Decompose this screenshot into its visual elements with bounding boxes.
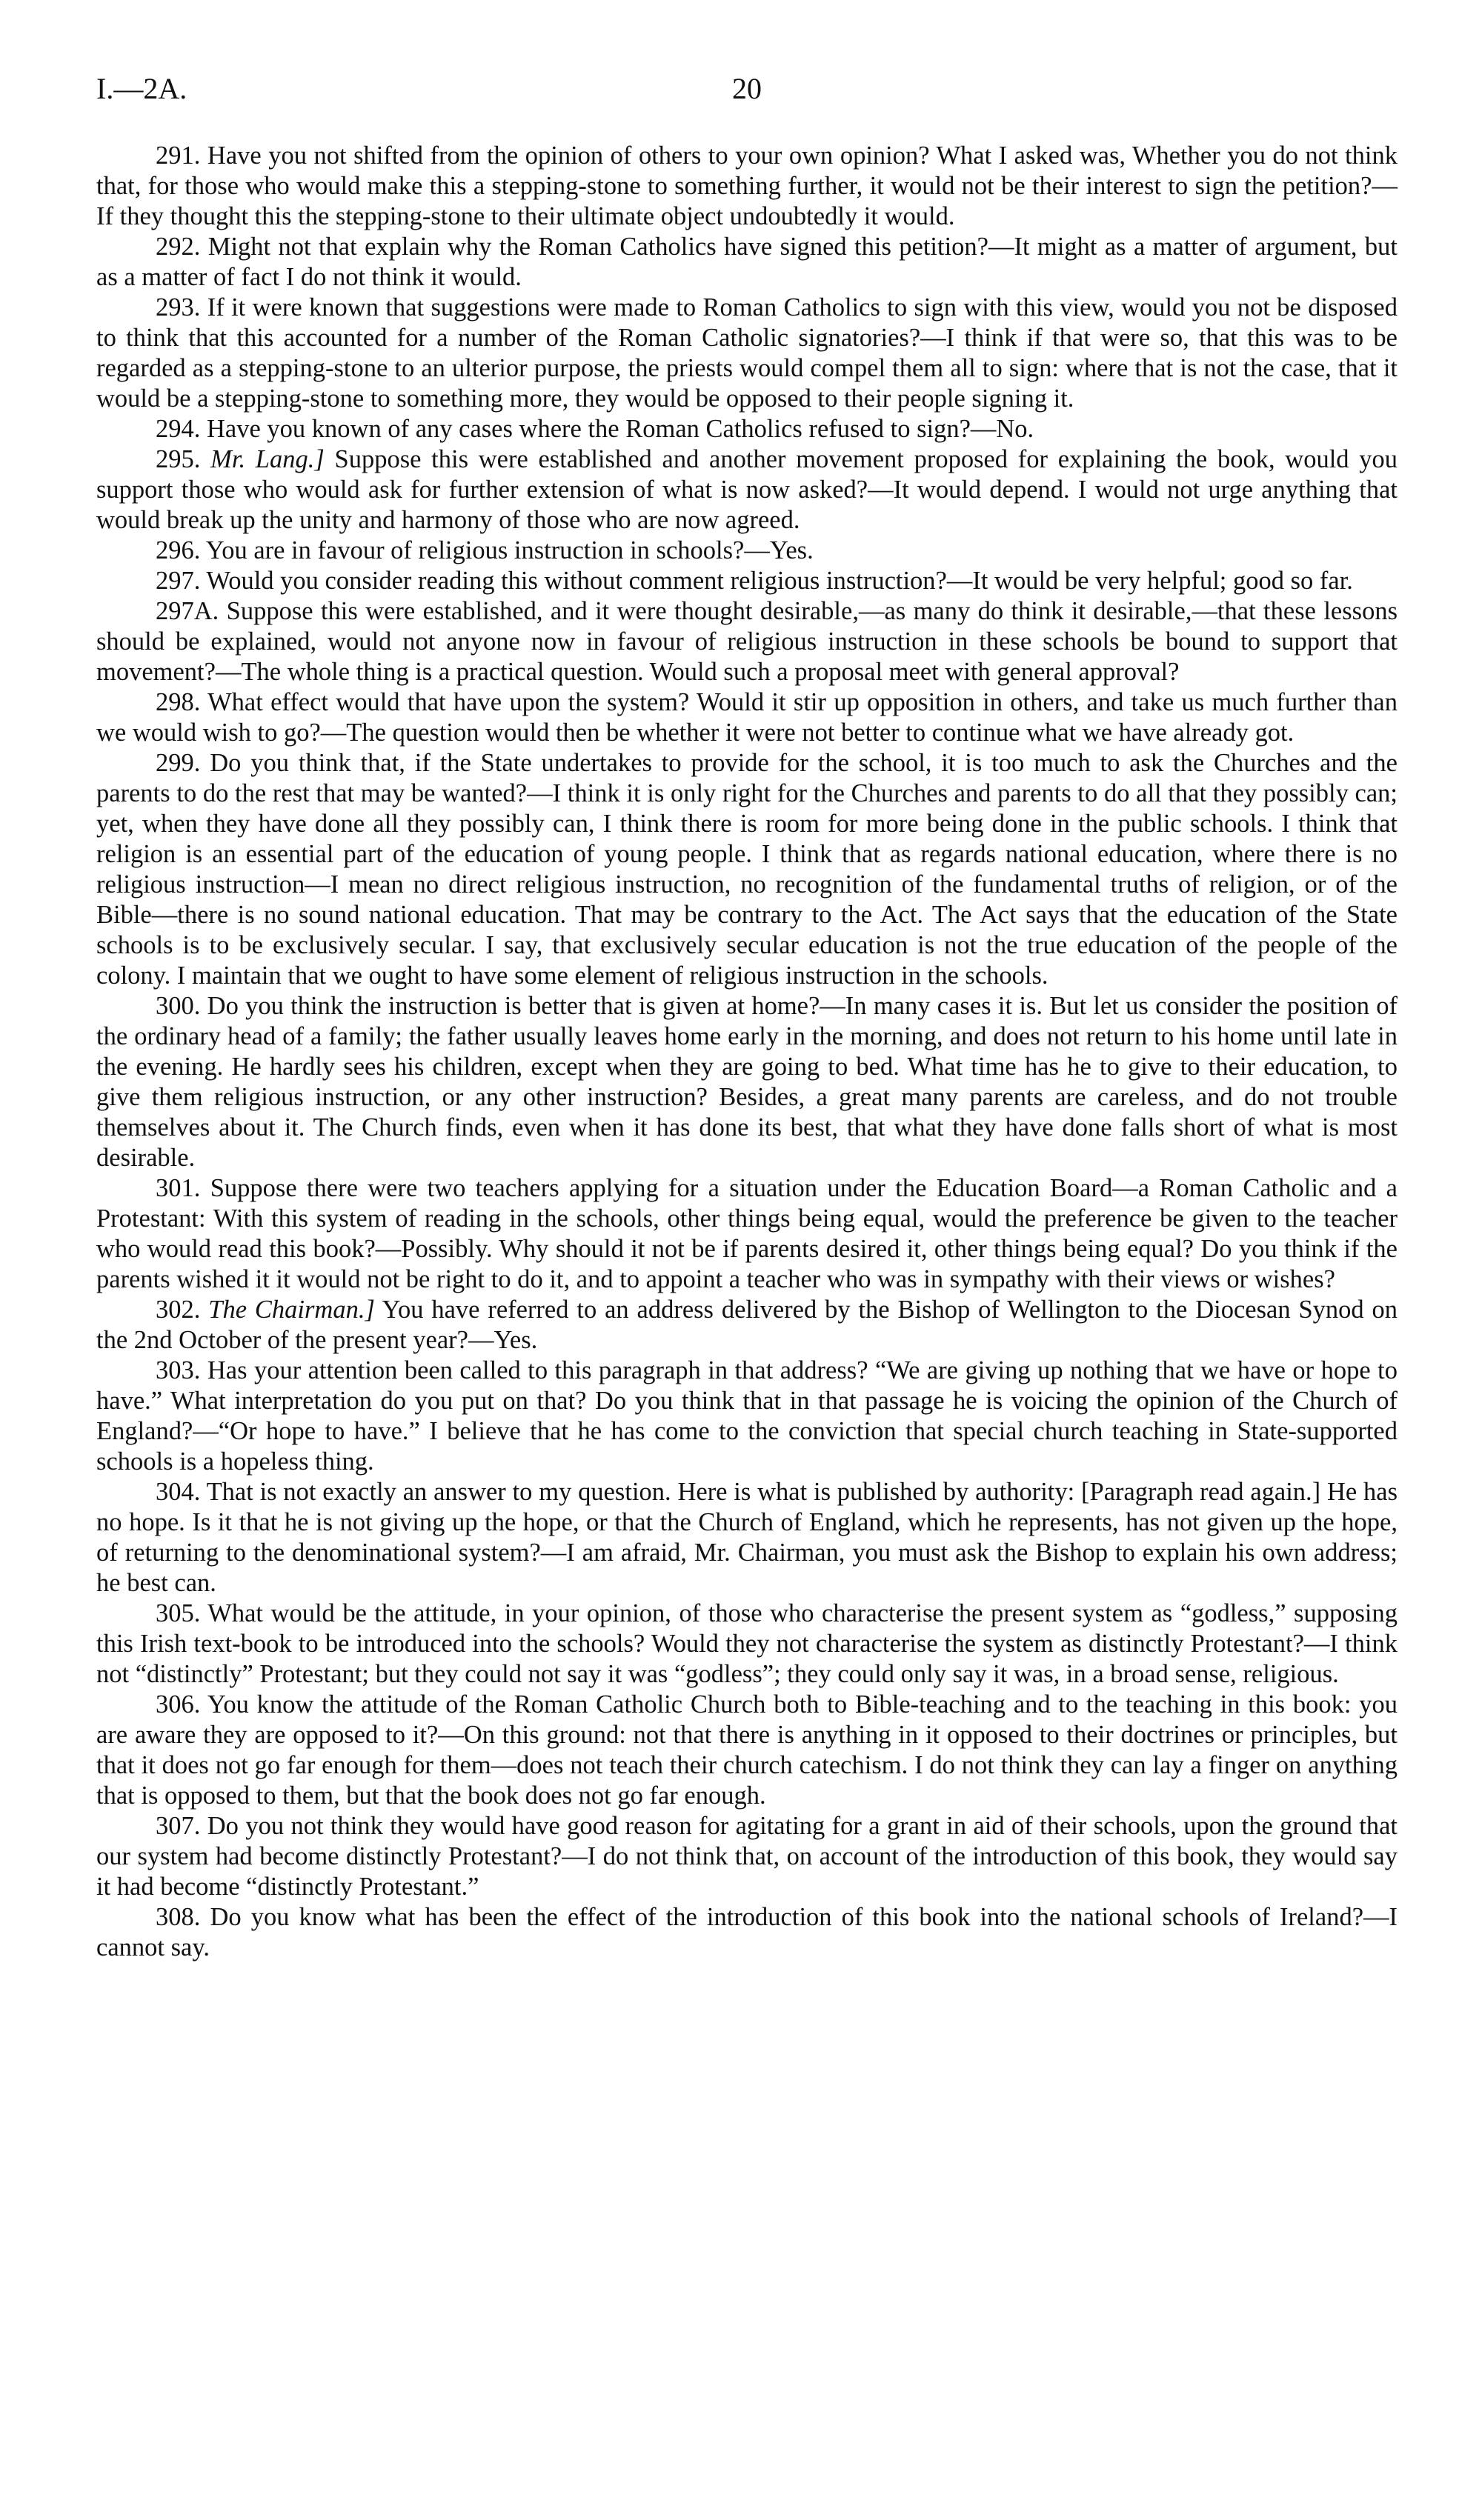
question-paragraph	[96, 232, 1397, 293]
question-text: Do you not think they would have good reason for agitating for a grant in aid of their schools, upon the ground that our system had become distinctly Protestant?—I do not think that, on account of the introduction of this book, they would say it had become “distinctly Protestant.”	[96, 1812, 1398, 1901]
question-paragraph	[96, 1599, 1397, 1690]
question-number: 307.	[156, 1812, 201, 1840]
question-paragraph	[96, 1356, 1397, 1477]
question-number: 308.	[156, 1903, 201, 1931]
question-paragraph	[96, 293, 1397, 414]
question-text: You have referred to an address delivered by the Bishop of Wellington to the Diocesan Synod on the 2nd October of the present year?—Yes.	[96, 1296, 1398, 1354]
question-number: 291.	[156, 141, 201, 170]
question-text: If it were known that suggestions were made to Roman Catholics to sign with this view, would you not be disposed to think that this accounted for a number of the Roman Catholic signatories?—I think if that were so, that this was to be regarded as a stepping-stone to an ulterior purpose, the priests would compel them all to sign: where that is not the case, that it would be a stepping-stone to something more, they would be opposed to their people signing it.	[96, 293, 1397, 413]
question-number: 300.	[156, 992, 201, 1020]
question-paragraph	[96, 748, 1397, 991]
question-paragraph	[96, 1173, 1397, 1295]
question-number: 299.	[156, 749, 201, 777]
question-paragraph	[96, 1295, 1397, 1356]
question-number: 292.	[156, 233, 201, 261]
document-body	[96, 141, 1397, 1963]
question-number: 302.	[156, 1296, 201, 1324]
question-text: Do you know what has been the effect of the introduction of this book into the national schools of Ireland?—I cannot say.	[96, 1903, 1397, 1961]
question-paragraph	[96, 414, 1397, 444]
question-number: 301.	[156, 1174, 201, 1202]
question-text: Have you known of any cases where the Roman Catholics refused to sign?—No.	[207, 415, 1034, 443]
question-text: Has your attention been called to this paragraph in that address? “We are giving up nothing that we have or hope to have.” What interpretation do you put on that? Do you think that in that passage he is voicing the opinion of the Church of England?—“Or hope to have.” I believe that he has come to the conviction that special church teaching in State-supported schools is a hopeless thing.	[96, 1356, 1397, 1476]
question-number: 293.	[156, 293, 201, 321]
page-number: 20	[732, 72, 762, 105]
question-text: Have you not shifted from the opinion of others to your own opinion? What I asked was, Whether you do not think that, for those who would make this a stepping-stone to something further, it would not be their interest to sign the petition?—If they thought this the stepping-stone to their ultimate object undoubtedly it would.	[96, 141, 1398, 230]
question-paragraph	[96, 444, 1397, 536]
question-number: 306.	[156, 1690, 201, 1719]
question-paragraph	[96, 566, 1397, 596]
speaker-label: The Chairman.]	[208, 1296, 375, 1324]
question-paragraph	[96, 1477, 1397, 1599]
question-text: What would be the attitude, in your opinion, of those who characterise the present system as “godless,” supposing this Irish text-book to be introduced into the schools? Would they not characterise the system as distinctly Protestant?—I think not “distinctly” Protestant; but they could not say it was “godless”; they could only say it was, in a broad sense, religious.	[96, 1599, 1397, 1688]
page-header	[96, 71, 1397, 108]
question-paragraph	[96, 536, 1397, 566]
question-number: 298.	[156, 688, 201, 716]
question-number: 303.	[156, 1356, 201, 1384]
question-number: 297.	[156, 567, 201, 595]
question-text: That is not exactly an answer to my question. Here is what is published by authority: [Paragraph read again.] He has no hope. Is it that he is not giving up the hope, or that the Church of England, which he represents, has not given up the hope, of returning to the denominational system?—I am afraid, Mr. Chairman, you must ask the Bishop to explain his own address; he best can.	[96, 1478, 1397, 1597]
question-paragraph	[96, 596, 1397, 687]
question-paragraph	[96, 687, 1397, 748]
question-number: 295.	[156, 445, 201, 473]
question-paragraph	[96, 1690, 1397, 1811]
question-text: You are in favour of religious instruction in schools?—Yes.	[205, 536, 814, 564]
question-text: Do you think that, if the State undertakes to provide for the school, it is too much to ask the Churches and the parents to do the rest that may be wanted?—I think it is only right for the Churches and parents to do all that they possibly can; yet, when they have done all they possibly can, I think there is room for more being done in the public schools. I think that religion is an essential part of the education of young people. I think that as regards national education, where there is no religious instruction—I mean no direct religious instruction, no recognition of the fundamental truths of religion, or of the Bible—there is no sound national education. That may be contrary to the Act. The Act says that the education of the State schools is to be exclusively secular. I say, that exclusively secular education is not the true education of the people of the colony. I maintain that we ought to have some element of religious instruction in the schools.	[96, 749, 1397, 990]
question-text: Suppose this were established, and it were thought desirable,—as many do think it desirable,—that these lessons should be explained, would not anyone now in favour of religious instruction in these schools be bound to support that movement?—The whole thing is a practical question. Would such a proposal meet with general approval?	[96, 597, 1397, 686]
question-paragraph	[96, 991, 1397, 1173]
question-text: What effect would that have upon the system? Would it stir up opposition in others, and take us much further than we would wish to go?—The question would then be whether it were not better to continue what we have already got.	[96, 688, 1397, 747]
question-number: 297A.	[156, 597, 219, 625]
question-paragraph	[96, 1902, 1397, 1963]
speaker-label: Mr. Lang.]	[210, 445, 325, 473]
question-paragraph	[96, 1811, 1397, 1902]
question-text: Suppose there were two teachers applying for a situation under the Education Board—a Roman Catholic and a Protestant: With this system of reading in the schools, other things being equal, would the preference be given to the teacher who would read this book?—Possibly. Why should it not be if parents desired it, other things being equal? Do you think if the parents wished it it would not be right to do it, and to appoint a teacher who was in sympathy with their views or wishes?	[96, 1174, 1397, 1293]
question-number: 294.	[156, 415, 201, 443]
question-text: Might not that explain why the Roman Catholics have signed this petition?—It might as a matter of argument, but as a matter of fact I do not think it would.	[96, 233, 1398, 291]
question-text: Do you think the instruction is better that is given at home?—In many cases it is. But let us consider the position of the ordinary head of a family; the father usually leaves home early in the morning, and does not return to his home until late in the evening. He hardly sees his children, except when they are going to bed. What time has he to give to their education, to give them religious instruction, or any other instruction? Besides, a great many parents are careless, and do not trouble themselves about it. The Church finds, even when it has done its best, that what they have done falls short of what is most desirable.	[96, 992, 1397, 1172]
question-text: You know the attitude of the Roman Catholic Church both to Bible-teaching and to the teaching in this book: you are aware they are opposed to it?—On this ground: not that there is anything in it opposed to their doctrines or principles, but that it does not go far enough for them—does not teach their church catechism. I do not think they can lay a finger on anything that is opposed to them, but that the book does not go far enough.	[96, 1690, 1397, 1810]
question-number: 296.	[156, 536, 201, 564]
question-number: 304.	[156, 1478, 201, 1506]
question-number: 305.	[156, 1599, 201, 1627]
document-code: I.—2A.	[96, 72, 187, 105]
question-text: Would you consider reading this without comment religious instruction?—It would be very helpful; good so far.	[206, 567, 1353, 595]
question-text: Suppose this were established and another movement proposed for explaining the book, would you support those who would ask for further extension of what is now asked?—It would depend. I would not urge anything that would break up the unity and harmony of those who are now agreed.	[96, 445, 1398, 534]
question-paragraph	[96, 141, 1397, 232]
